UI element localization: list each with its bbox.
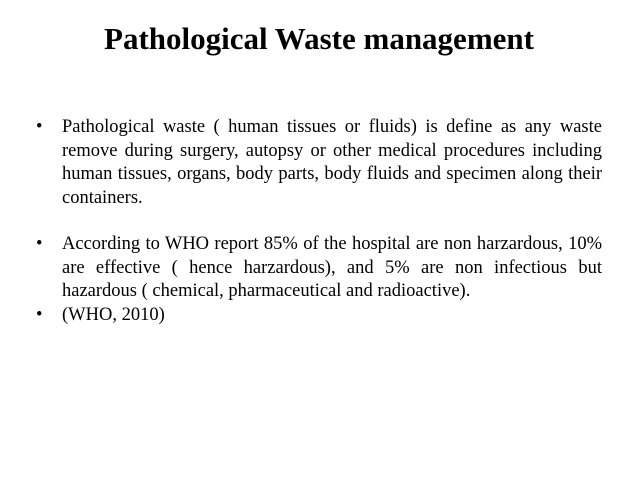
bullet-dot: • xyxy=(36,304,43,325)
bullet-item xyxy=(36,116,602,210)
bullet-text: Pathological waste ( human tissues or fluids) is define as any waste remove during surgery, autopsy or other medical procedures including human tissues, organs, body parts, body fluids and specimen along their containers. xyxy=(62,117,602,208)
bullet-item xyxy=(36,233,602,304)
bullet-text: (WHO, 2010) xyxy=(62,304,165,325)
slide-title: Pathological Waste management xyxy=(104,21,534,56)
bullet-dot: • xyxy=(36,234,43,254)
bullet-dot: • xyxy=(36,117,43,137)
bullet-text: According to WHO report 85% of the hospital are non harzardous, 10% are effective ( hence harzardous), and 5% are non infectious but hazardous ( chemical, pharmaceutical and radioactive). xyxy=(62,234,602,301)
bullet-list xyxy=(36,116,602,327)
bullet-item xyxy=(36,304,602,328)
